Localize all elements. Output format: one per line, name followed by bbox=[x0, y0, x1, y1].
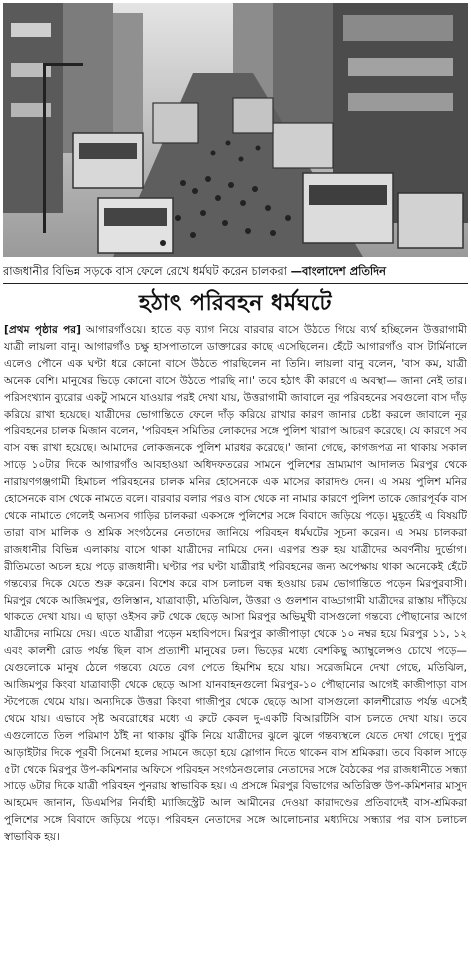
article-body bbox=[4, 322, 467, 973]
continuation-tag: [প্রথম পৃষ্ঠার পর] bbox=[4, 324, 81, 336]
divider bbox=[3, 283, 468, 284]
photo-caption bbox=[3, 262, 468, 280]
street-bus-scene-photo bbox=[3, 3, 468, 257]
article-text: আগারগাঁওয়ে। হাতে বড় ব্যাগ নিয়ে বারবার বাসে উঠতে গিয়ে ব্যর্থ হচ্ছিলেন উত্তরাগামী যাত্রী লায়লা বানু। আগারগাঁও চক্ষু হাসপাতালে ডাক্তারের কাছে এসেছিলেন। হেঁটে আগারগাঁও বাস টার্মিনালে এলেও পৌনে এক ঘণ্টা ধরে কোনো বাসে উঠতে পারছিলেন না তিনি। লায়লা বানু বলেন, 'বাস কম, যাত্রী অনেক বেশি। মানুষের ভিড়ে কোনো বাসে উঠতে পারছি না।' তবে হঠাৎ কী কারণে এ অবস্থা— জানা নেই তার। পরিসংখ্যান ব্যুরোর একটু সামনে যাওয়ার পরই দেখা যায়, উত্তরাগামী জাবালে নূর পরিবহনের সবগুলো বাস দাঁড় করিয়ে রাখা হয়েছে। যাত্রীদের ভোগান্তিতে ফেলে দাঁড় করিয়ে রাখার কারণ জানার চেষ্টা করলে জাবালে নূর পরিবহনের চালক মিজান বলেন, 'পরিবহন সমিতির লোকদের সঙ্গে পুলিশ খারাপ আচরণ করেছে। যে কারণে সব বাস বন্ধ রাখা হয়েছে। আমাদের লোকজনকে পুলিশ মারধর করেছে।' জানা গেছে, কাগজপত্র না থাকায় সকাল সাড়ে ১০টার দিকে আগারগাঁও আবহাওয়া অধিদফতরের সামনে পুলিশের ভ্রাম্যমাণ আদালত মিরপুর থেকে নারায়ণগঞ্জগামী হিমাচল পরিবহনের চালক মনির হোসেনকে এক মাসের কারাদণ্ড দেন। এ সময় পুলিশ মনির হোসেনকে বাস থেকে নামতে বলে। বারবার বলার পরও বাস থেকে না নামার কারণে পুলিশ তাকে জোরপূর্বক বাস থেকে নামাতে গেলেই অন্যসব গাড়ির চালকরা একসঙ্গে পুলিশের সঙ্গে বিবাদে জড়িয়ে পড়ে। মুহূর্তেই এ বিষয়টি তারা বাস মালিক ও শ্রমিক সংগঠনের নেতাদের জানিয়ে পরিবহন ধর্মঘটের সূচনা করেন। এ সময় চালকরা রাজধানীর বিভিন্ন এলাকায় বাসে থাকা যাত্রীদের নামিয়ে দেন। এরপর শুরু হয় যাত্রীদের অবর্ণনীয় দুর্ভোগ। রীতিমতো অচল হয়ে পড়ে রাজধানী। ঘণ্টার পর ঘণ্টা যাত্রীরাই পরিবহনের জন্য অপেক্ষায় থাকা অনেকেই হেঁটে গন্তব্যের দিকে যেতে শুরু করেন। বিশেষ করে বাস চলাচল বন্ধ হওয়ায় চরম ভোগান্তিতে পড়েন মিরপুরবাসী। মিরপুর থেকে আজিমপুর, গুলিস্তান, যাত্রাবাড়ী, মতিঝিল, উত্তরা ও গুলশান বাড্ডাগামী যাত্রীদের রাস্তায় দাঁড়িয়ে থাকতে দেখা যায়। এ ছাড়া ওইসব রুট থেকে ছেড়ে আসা মিরপুর অভিমুখী বাসগুলো গন্তব্যে পৌছানোর আগে যাত্রীদের নামিয়ে দেয়। এতে যাত্রীরা পড়েন মহাবিপদে। মিরপুর কাজীপাড়া থেকে ১০ নম্বর হয়ে মিরপুর ১১, ১২ এবং কালশী রোড পর্যন্ত ছিল বাস প্রত্যাশী মানুষের ঢল। ভিড়ের মধ্যে বেশকিছু অ্যাম্বুলেন্সও চোখে পড়ে— যেগুলোকে মানুষ ঠেলে গন্তব্যে যেতে বেগ পেতে হিমশিম হয়ে যায়। সরেজমিনে দেখা গেছে, মতিঝিল, আজিমপুর কিংবা যাত্রাবাড়ী থেকে ছেড়ে আসা যানবাহনগুলো মিরপুর-১০ পৌছানোর আগেই কাজীপাড়া বাস স্টপেজে থেমে যায়। অন্যদিকে উত্তরা কিংবা গাজীপুর থেকে ছেড়ে আসা বাসগুলো কালশীরোড পর্যন্ত এসেই থেমে যায়। এভাবে সৃষ্ট অবরোধের মধ্যে এ রুটে কেবল দু-একটি বিআরটিসি বাস চলতে দেখা যায়। তবে এগুলোতে তিল পরিমাণ ঠাঁই না থাকায় ঝুঁকি নিয়ে যাত্রীদের ঝুলে ঝুলে গন্তব্যস্থলে যেতে দেখা গেছে। দুপুর আড়াইটার দিকে পূরবী সিনেমা হলের সামনে জড়ো হয়ে স্লোগান দিতে থাকেন বাস শ্রমিকরা। তবে বিকাল সাড়ে ৫টা থেকে মিরপুর উপ-কমিশনার অফিসে পরিবহন সংগঠনগুলোর নেতাদের সঙ্গে বৈঠকের পর রাজধানীতে সন্ধ্যা সাড়ে ৬টার দিকে যাত্রী পরিবহন পুনরায় স্বাভাবিক হয়। এ প্রসঙ্গে মিরপুর বিভাগের অতিরিক্ত উপ-কমিশনার মাসুদ আহমেদ জানান, ডিএমপির নির্বাহী ম্যাজিস্ট্রেট আল আমীনের দেওয়া কারাদণ্ডের প্রতিবাদেই বাস-শ্রমিকরা পুলিশের সঙ্গে বিবাদে জড়িয়ে পড়ে। পরিবহন নেতাদের সঙ্গে আলোচনার মধ্যদিয়ে সন্ধ্যার পর বাস চলাচল স্বাভাবিক হয়। bbox=[4, 324, 467, 844]
news-photo bbox=[3, 3, 468, 257]
headline: হঠাৎ পরিবহন ধর্মঘটে bbox=[139, 290, 332, 316]
photo-credit: —বাংলাদেশ প্রতিদিন bbox=[290, 264, 386, 278]
caption-text: রাজধানীর বিভিন্ন সড়কে বাস ফেলে রেখে ধর্মঘট করেন চালকরা bbox=[3, 264, 287, 278]
